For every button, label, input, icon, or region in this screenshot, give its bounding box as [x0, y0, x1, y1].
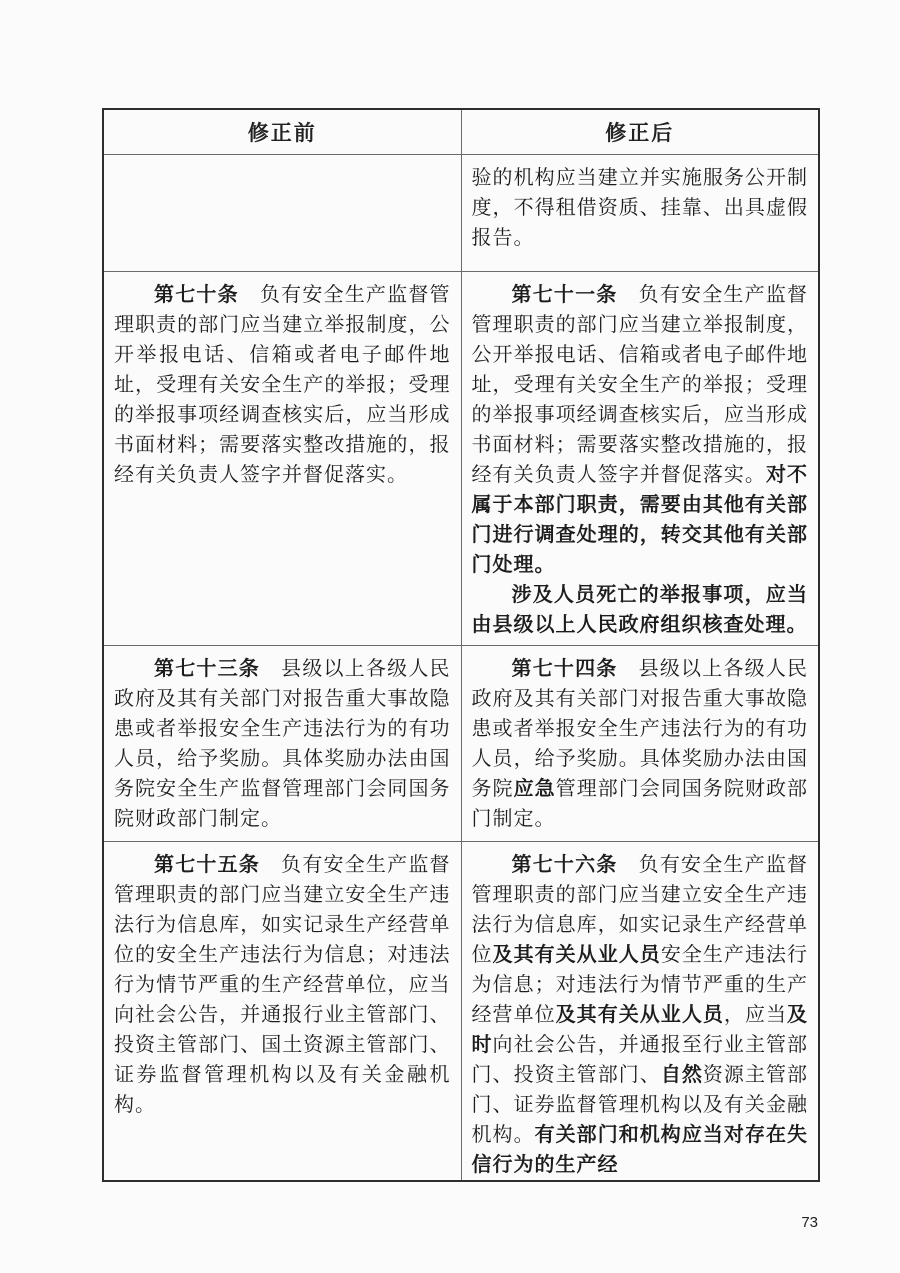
article-number: 第七十条 — [154, 283, 239, 306]
table-row-article-70-71 — [103, 271, 819, 645]
table-header-row — [103, 109, 819, 154]
article-number: 第七十一条 — [511, 283, 618, 306]
article-number: 第七十五条 — [154, 853, 260, 876]
amended-text-run: 有关部门和机构应当对存在失信行为的生产经 — [471, 1123, 809, 1176]
paragraph — [114, 850, 451, 1120]
text-run: 向社会公告，并通报至行业主管部门、投资主管部门、 — [471, 1033, 809, 1086]
table-row-continuation — [103, 154, 819, 271]
text-run: 负有安全生产监督管理职责的部门应当建立安全生产违法行为信息库，如实记录生产经营单位 — [471, 853, 809, 966]
text-run: 资源主管部门、证券监督管理机构以及有关金融机构。 — [471, 1063, 809, 1146]
paragraph — [472, 850, 809, 1180]
amendment-comparison-table — [102, 108, 820, 1182]
paragraph — [472, 163, 809, 253]
amended-text-run: 及其有关从业人员 — [555, 1003, 724, 1026]
cell-before-article-73 — [103, 645, 461, 841]
text-run: 县级以上各级人民政府及其有关部门对报告重大事故隐患或者举报安全生产违法行为的有功人员，给予奖励。具体奖励办法由国务院 — [471, 657, 809, 800]
amended-text-run: 及其有关从业人员 — [492, 943, 661, 966]
cell-after-article-74 — [461, 645, 819, 841]
paragraph — [472, 280, 809, 580]
amended-text-run: 对不属于本部门职责，需要由其他有关部门进行调查处理的，转交其他有关部门处理。 — [471, 463, 809, 576]
column-header-after: 修正后 — [461, 109, 819, 154]
paragraph — [472, 654, 809, 834]
text-run: 负有安全生产监督管理职责的部门应当建立举报制度，公开举报电话、信箱或者电子邮件地址，受理有关安全生产的举报；受理的举报事项经调查核实后，应当形成书面材料；需要落实整改措施的，报经有关负责人签字并督促落实。 — [471, 283, 809, 486]
paragraph — [114, 280, 451, 490]
amended-text-run: 应急 — [513, 777, 556, 800]
cell-before-article-75 — [103, 841, 461, 1181]
text-run: 县级以上各级人民政府及其有关部门对报告重大事故隐患或者举报安全生产违法行为的有功人员，给予奖励。具体奖励办法由国务院安全生产监督管理部门会同国务院财政部门制定。 — [114, 657, 451, 830]
text-run: 管理部门会同国务院财政部门制定。 — [471, 777, 809, 830]
cell-before-article-70 — [103, 271, 461, 645]
page-number: 73 — [801, 1214, 818, 1231]
cell-before-continuation-empty — [103, 154, 461, 271]
text-run: 安全生产违法行为信息；对违法行为情节严重的生产经营单位 — [471, 943, 809, 1026]
article-number: 第七十六条 — [511, 853, 618, 876]
table-row-article-73-74 — [103, 645, 819, 841]
column-header-before: 修正前 — [103, 109, 461, 154]
text-run: 负有安全生产监督管理职责的部门应当建立安全生产违法行为信息库，如实记录生产经营单位的安全生产违法行为信息；对违法行为情节严重的生产经营单位，应当向社会公告，并通报行业主管部门、投资主管部门、国土资源主管部门、证券监督管理机构以及有关金融机构。 — [114, 853, 451, 1116]
cell-after-continuation — [461, 154, 819, 271]
article-number: 第七十三条 — [154, 657, 260, 680]
amended-text-run: 自然 — [660, 1063, 703, 1086]
cell-after-article-76 — [461, 841, 819, 1181]
table-row-article-75-76 — [103, 841, 819, 1181]
paragraph — [472, 580, 809, 640]
amended-text-run: 及时 — [471, 1003, 809, 1056]
text-run: 负有安全生产监督管理职责的部门应当建立举报制度，公开举报电话、信箱或者电子邮件地址，受理有关安全生产的举报；受理的举报事项经调查核实后，应当形成书面材料；需要落实整改措施的，报经有关负责人签字并督促落实。 — [114, 283, 451, 486]
amended-text-run: 涉及人员死亡的举报事项，应当由县级以上人民政府组织核查处理。 — [471, 583, 808, 636]
cell-after-article-71 — [461, 271, 819, 645]
text-run: 验的机构应当建立并实施服务公开制度，不得租借资质、挂靠、出具虚假报告。 — [471, 166, 808, 249]
text-run: ，应当 — [723, 1003, 788, 1026]
paragraph — [114, 654, 451, 834]
article-number: 第七十四条 — [511, 657, 618, 680]
